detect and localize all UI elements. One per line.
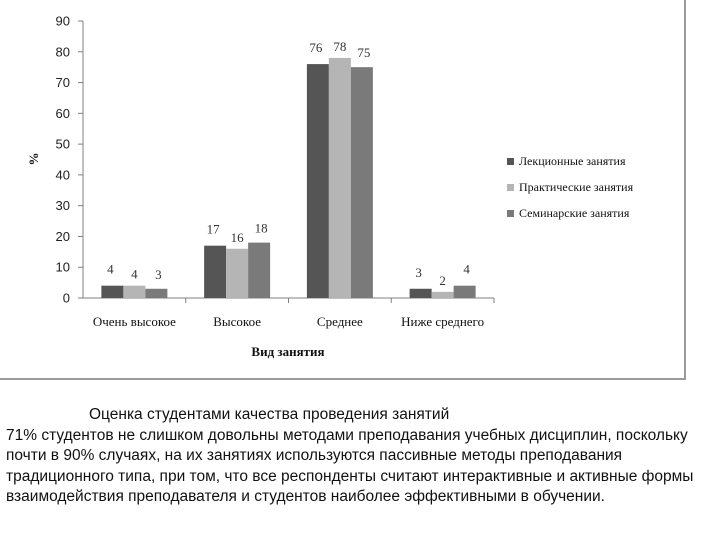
x-tick-label: Очень высокое — [92, 314, 176, 329]
bar — [329, 58, 351, 298]
bar — [432, 292, 454, 298]
legend-label: Семинарские занятия — [519, 206, 630, 220]
legend-label: Лекционные занятия — [519, 154, 626, 168]
y-tick-label: 10 — [55, 259, 70, 275]
bar — [307, 64, 329, 298]
bar — [226, 249, 248, 298]
y-tick-label: 50 — [55, 136, 70, 152]
legend-swatch — [507, 210, 514, 217]
bar — [454, 286, 476, 298]
bar — [410, 289, 432, 298]
y-tick-label: 80 — [55, 44, 70, 60]
bar — [204, 246, 226, 298]
y-tick-label: 0 — [62, 290, 70, 306]
y-tick-label: 30 — [55, 198, 70, 214]
bar — [123, 286, 145, 298]
bar — [101, 286, 123, 298]
x-tick-label: Высокое — [213, 314, 262, 329]
caption-body: 71% студентов не слишком довольны методами преподавания учебных дисциплин, поскольку почти в 90% случаях, на их занятиях используются пассивные методы преподавания традиционного типа, при том, что все респонденты считают интерактивные и активные формы взаимодействия преподавателя и студентов наиболее эффективными в обучении. — [6, 426, 694, 505]
y-axis-title: % — [26, 152, 41, 166]
data-label: 2 — [439, 272, 446, 288]
bar — [351, 67, 373, 298]
data-label: 3 — [155, 266, 162, 282]
data-label: 4 — [107, 261, 114, 277]
data-label: 4 — [463, 261, 470, 277]
legend-label: Практические занятия — [519, 180, 634, 194]
legend-swatch — [507, 184, 514, 191]
data-label: 76 — [309, 40, 323, 56]
x-tick-label: Среднее — [316, 314, 363, 329]
legend-swatch — [507, 158, 514, 165]
data-label: 18 — [254, 220, 268, 236]
y-tick-label: 40 — [55, 167, 70, 183]
data-label: 75 — [357, 45, 371, 61]
data-label: 16 — [230, 229, 244, 245]
y-tick-label: 90 — [55, 13, 70, 29]
bar — [248, 243, 270, 298]
caption-title: Оценка студентами качества проведения занятий — [89, 406, 450, 423]
data-label: 4 — [131, 266, 138, 282]
data-label: 78 — [333, 38, 347, 54]
y-tick-label: 20 — [55, 228, 70, 244]
x-tick-label: Ниже среднего — [401, 314, 485, 329]
x-axis-title: Вид занятия — [251, 344, 325, 359]
bar — [145, 289, 167, 298]
data-label: 17 — [206, 221, 220, 237]
y-tick-label: 60 — [55, 105, 70, 121]
data-label: 3 — [415, 264, 422, 280]
caption — [6, 405, 716, 508]
y-tick-label: 70 — [55, 75, 70, 91]
